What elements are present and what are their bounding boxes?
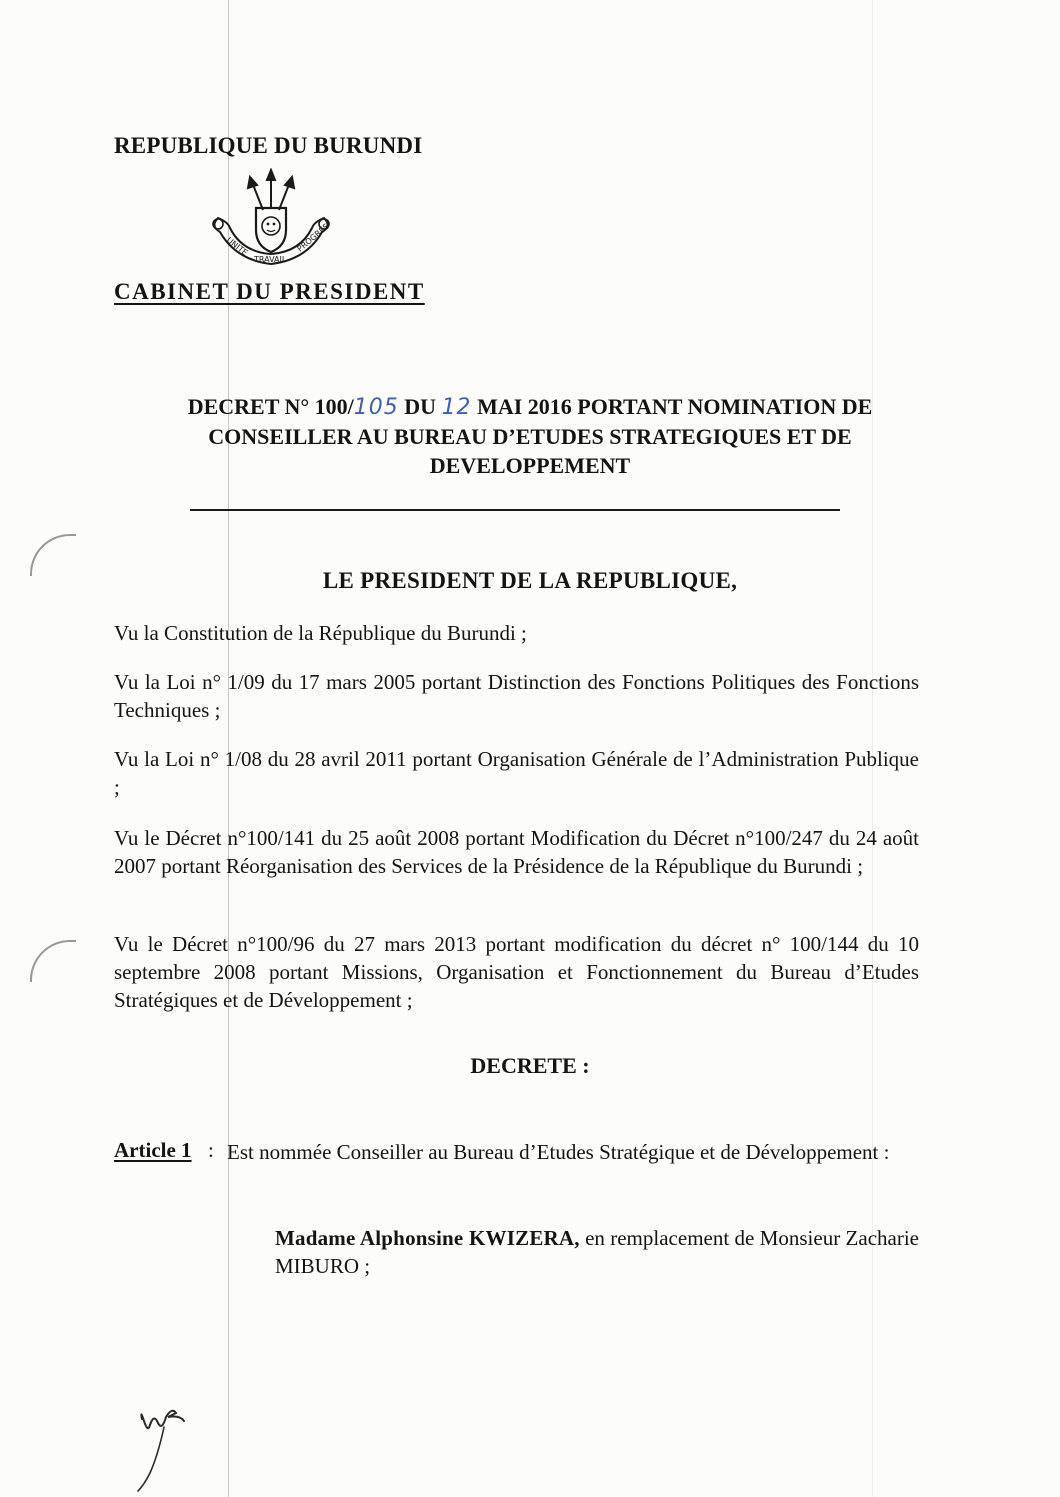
vu-clause: Vu la Constitution de la République du Burundi ; <box>114 621 527 645</box>
svg-text:PROGRES: PROGRES <box>295 221 331 254</box>
vu-clause: Vu la Loi n° 1/09 du 17 mars 2005 portant Distinction des Fonctions Politiques des Fonctions Techniques ; <box>114 670 919 722</box>
vu-clause: Vu le Décret n°100/96 du 27 mars 2013 portant modification du décret n° 100/144 du 10 septembre 2008 portant Missions, Organisation et Fonctionnement du Bureau d’Etudes Stratégiques et de Développement ; <box>114 932 919 1012</box>
decree-title-line-1-rest: MAI 2016 PORTANT NOMINATION DE <box>471 394 873 419</box>
article-colon: : <box>208 1138 214 1162</box>
decree-number-prefix: DECRET N° 100/ <box>187 394 354 419</box>
cabinet-heading: CABINET DU PRESIDENT <box>114 279 425 304</box>
decree-title-line-2: CONSEILLER AU BUREAU D’ETUDES STRATEGIQUES ET DE <box>208 424 852 449</box>
svg-text:TRAVAIL: TRAVAIL <box>254 255 287 264</box>
title-divider <box>190 509 840 511</box>
handwritten-initials-signature <box>128 1405 198 1495</box>
nominee-replacement: en remplacement de Monsieur Zacharie MIBURO ; <box>275 1226 919 1278</box>
vu-clause: Vu la Loi n° 1/08 du 28 avril 2011 portant Organisation Générale de l’Administration Publique ; <box>114 747 919 799</box>
vu-clause: Vu le Décret n°100/141 du 25 août 2008 portant Modification du Décret n°100/247 du 24 août 2007 portant Réorganisation des Services de la Présidence de la République du Burundi ; <box>114 826 919 878</box>
nominee-paragraph <box>275 1224 919 1280</box>
decrete-heading: DECRETE : <box>470 1053 590 1078</box>
handwritten-decree-number: 105 <box>353 395 399 420</box>
decree-title-line-1 <box>100 392 960 422</box>
republic-heading: REPUBLIQUE DU BURUNDI <box>114 133 423 158</box>
article-text: Est nommée Conseiller au Bureau d’Etudes Stratégique et de Développement : <box>227 1140 890 1164</box>
president-heading: LE PRESIDENT DE LA REPUBLIQUE, <box>322 568 738 593</box>
handwritten-decree-day: 12 <box>441 395 472 420</box>
decree-title <box>100 392 960 480</box>
punch-hole-mark <box>30 940 76 982</box>
decree-date-prefix: DU <box>398 394 442 419</box>
svg-text:UNITE: UNITE <box>224 235 250 258</box>
article-label: Article 1 <box>114 1138 192 1162</box>
coat-of-arms-icon <box>196 168 346 278</box>
nominee-name: Madame Alphonsine KWIZERA, <box>275 1226 580 1250</box>
decree-title-line-3: DEVELOPPEMENT <box>429 453 631 478</box>
